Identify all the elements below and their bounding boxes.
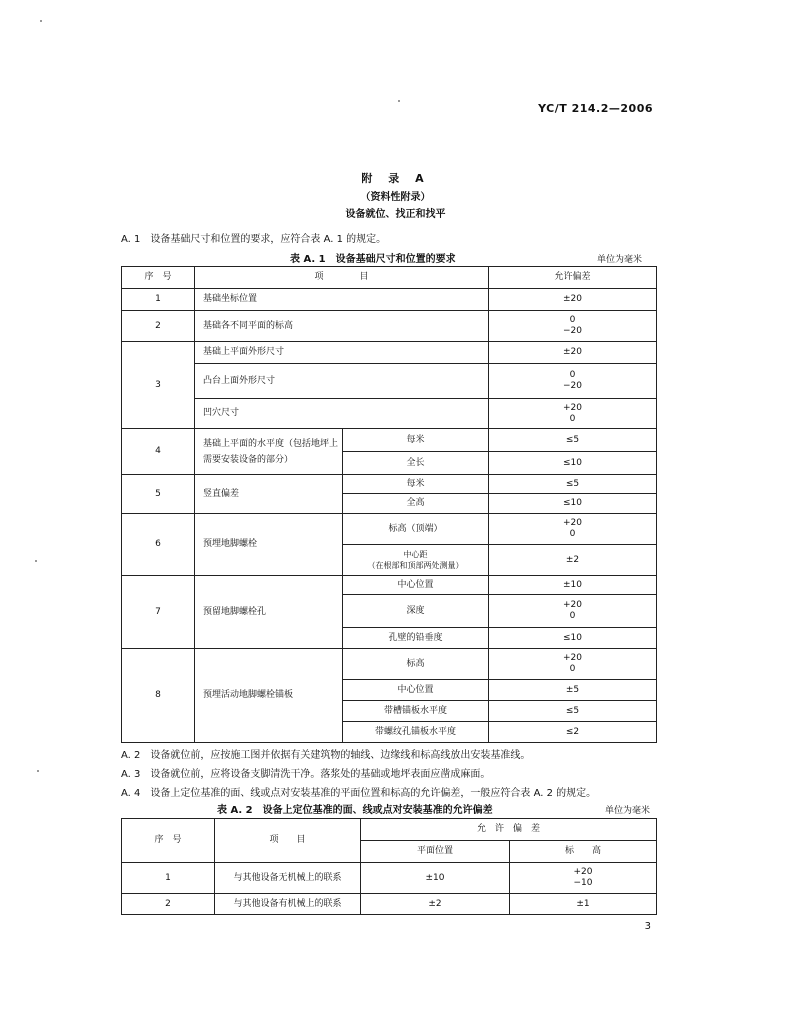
table-row: [122, 342, 657, 364]
row-no: 7: [122, 576, 195, 649]
row-no: 6: [122, 514, 195, 576]
table-row: [122, 649, 657, 680]
table-header-row: [122, 267, 657, 289]
row-no: 2: [122, 894, 215, 915]
row-tolerance: ≤5: [489, 429, 657, 452]
row-tolerance: ±20: [489, 289, 657, 311]
scan-speck: [40, 20, 42, 22]
row-subitem: 孔壁的铅垂度: [343, 628, 489, 649]
row-subitem: 全长: [343, 452, 489, 475]
row-item: 基础坐标位置: [195, 289, 489, 311]
header-item: 项 目: [195, 267, 489, 289]
row-tolerance: +20 0: [489, 399, 657, 429]
header-tolerance: 允许偏差: [489, 267, 657, 289]
clause-a3: A. 3 设备就位前，应将设备支脚清洗干净。落浆处的基础或地坪表面应凿成麻面。: [121, 769, 491, 780]
table-a1: [121, 266, 657, 743]
header-tolerance: 允 许 偏 差: [361, 819, 657, 841]
table-row: [122, 429, 657, 452]
row-tolerance: ±5: [489, 680, 657, 701]
row-tolerance: ≤10: [489, 494, 657, 514]
row-subitem: 中心位置: [343, 576, 489, 595]
row-subitem: 每米: [343, 475, 489, 494]
table-row: [122, 894, 657, 915]
row-tolerance: ±20: [489, 342, 657, 364]
table-header-row: [122, 819, 657, 841]
row-no: 4: [122, 429, 195, 475]
row-tolerance: ≤2: [489, 722, 657, 743]
document-code: YC/T 214.2—2006: [538, 102, 653, 115]
row-tolerance: +20 0: [489, 649, 657, 680]
header-item: 项 目: [215, 819, 361, 863]
header-no: 序 号: [122, 819, 215, 863]
row-tolerance: ≤10: [489, 628, 657, 649]
scan-speck: [398, 100, 400, 102]
row-item: 预留地脚螺栓孔: [195, 576, 343, 649]
page-number: 3: [644, 921, 651, 932]
clause-a2: A. 2 设备就位前，应按施工图并依据有关建筑物的轴线、边缘线和标高线放出安装基准线。: [121, 750, 531, 761]
table-row: [122, 475, 657, 494]
table2-unit: 单位为毫米: [605, 806, 651, 816]
row-item: 预埋活动地脚螺栓锚板: [195, 649, 343, 743]
row-plane-position: ±2: [361, 894, 510, 915]
row-no: 8: [122, 649, 195, 743]
table-row: [122, 576, 657, 595]
table-row: [122, 289, 657, 311]
row-no: 2: [122, 311, 195, 342]
row-tolerance: ≤10: [489, 452, 657, 475]
table1-unit: 单位为毫米: [597, 255, 643, 265]
row-no: 1: [122, 863, 215, 894]
row-subitem: 每米: [343, 429, 489, 452]
row-subitem: 带螺纹孔锚板水平度: [343, 722, 489, 743]
row-item: 基础上平面外形尺寸: [195, 342, 489, 364]
row-item: 与其他设备无机械上的联系: [215, 863, 361, 894]
header-no: 序 号: [122, 267, 195, 289]
row-subitem: 带槽锚板水平度: [343, 701, 489, 722]
table-row: [122, 364, 657, 399]
row-tolerance: +20 0: [489, 595, 657, 628]
header-plane-position: 平面位置: [361, 841, 510, 863]
row-tolerance: 0 −20: [489, 311, 657, 342]
row-item: 凹穴尺寸: [195, 399, 489, 429]
row-tolerance: ±2: [489, 545, 657, 576]
scan-speck: [35, 560, 37, 562]
row-tolerance: 0 −20: [489, 364, 657, 399]
clause-a1: A. 1 设备基础尺寸和位置的要求，应符合表 A. 1 的规定。: [121, 234, 387, 245]
table2-caption: 表 A. 2 设备上定位基准的面、线或点对安装基准的允许偏差: [217, 805, 493, 816]
row-item: 凸台上面外形尺寸: [195, 364, 489, 399]
table-row: [122, 863, 657, 894]
appendix-subtitle: （资料性附录）: [360, 192, 431, 203]
table-row: [122, 311, 657, 342]
row-plane-position: ±10: [361, 863, 510, 894]
row-subitem: 深度: [343, 595, 489, 628]
row-item: 与其他设备有机械上的联系: [215, 894, 361, 915]
row-item: 基础各不同平面的标高: [195, 311, 489, 342]
row-no: 1: [122, 289, 195, 311]
row-item: 基础上平面的水平度（包括地坪上需要安装设备的部分）: [195, 429, 343, 475]
row-subitem: 中心距 （在根部和顶部两处测量）: [343, 545, 489, 576]
row-tolerance: +20 0: [489, 514, 657, 545]
row-subitem: 标高: [343, 649, 489, 680]
row-elevation: ±1: [510, 894, 657, 915]
row-subitem: 全高: [343, 494, 489, 514]
row-tolerance: ±10: [489, 576, 657, 595]
header-elevation: 标 高: [510, 841, 657, 863]
table-a2: [121, 818, 657, 915]
table-row: [122, 399, 657, 429]
row-no: 5: [122, 475, 195, 514]
row-subitem: 中心位置: [343, 680, 489, 701]
row-tolerance: ≤5: [489, 701, 657, 722]
appendix-heading: 设备就位、找正和找平: [345, 209, 446, 220]
row-subitem: 标高（顶端）: [343, 514, 489, 545]
table1-caption: 表 A. 1 设备基础尺寸和位置的要求: [290, 254, 456, 265]
appendix-title: 附 录 A: [361, 172, 430, 185]
scan-speck: [37, 770, 39, 772]
row-item: 竖直偏差: [195, 475, 343, 514]
row-tolerance: ≤5: [489, 475, 657, 494]
clause-a4: A. 4 设备上定位基准的面、线或点对安装基准的平面位置和标高的允许偏差，一般应符合表 A. 2 的规定。: [121, 788, 597, 799]
row-item: 预埋地脚螺栓: [195, 514, 343, 576]
row-elevation: +20 −10: [510, 863, 657, 894]
table-row: [122, 514, 657, 545]
row-no: 3: [122, 342, 195, 429]
